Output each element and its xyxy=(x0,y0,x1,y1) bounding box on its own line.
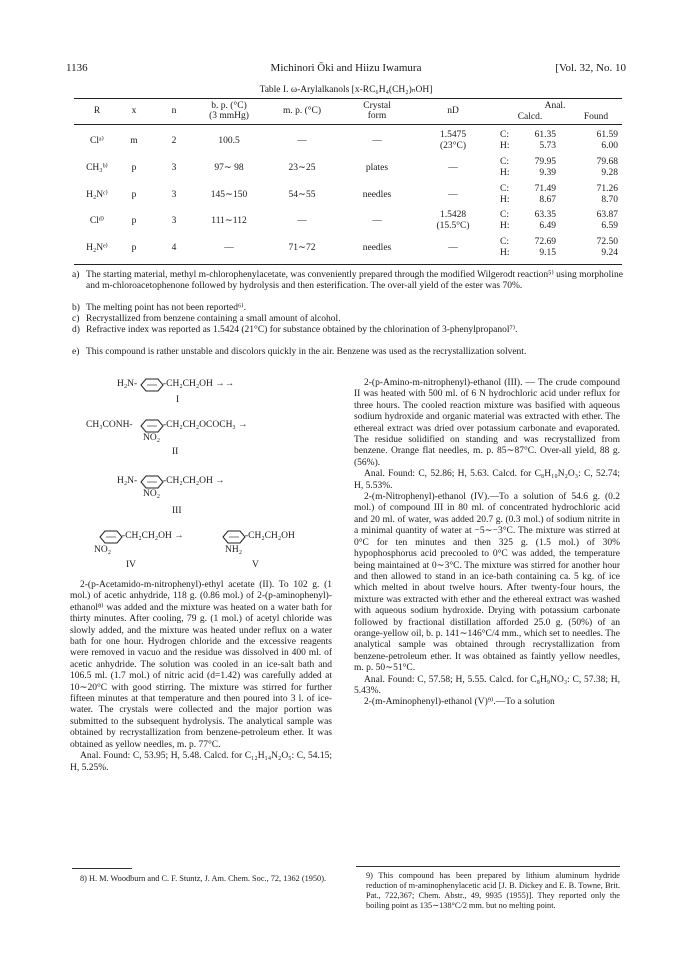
cell-found-c: 63.87 xyxy=(596,210,618,220)
col-header-n: n xyxy=(171,106,177,116)
cell-found-c: 61.59 xyxy=(596,130,618,140)
compound-iv-label: IV xyxy=(126,560,137,570)
footnote-b: b) The melting point has not been reported⁶⁾. xyxy=(72,303,246,313)
cell-found-c: 79.68 xyxy=(596,157,618,167)
right-column xyxy=(354,378,620,709)
page-number: 1136 xyxy=(66,62,88,74)
cell-calcd-h: 9.39 xyxy=(539,168,556,178)
cell-element-h: H: xyxy=(500,221,510,231)
cell-found-h: 9.28 xyxy=(601,168,618,178)
cell-x: p xyxy=(131,163,137,173)
cell-bp: 97∼ 98 xyxy=(214,163,244,173)
cell-form: plates xyxy=(365,163,389,173)
cell-form: — xyxy=(372,136,382,146)
compound-ii-label: II xyxy=(172,447,179,457)
compound-iii-nitro: NO₂ xyxy=(143,489,161,499)
cell-nd: — xyxy=(448,243,458,253)
author-line: Michinori Ōki and Hiizu Iwamura xyxy=(270,62,422,74)
cell-mp: 54∼55 xyxy=(288,190,316,200)
col-header-calcd: Calcd. xyxy=(517,112,543,122)
cell-found-h: 6.59 xyxy=(601,221,618,231)
cell-element-c: C: xyxy=(500,184,509,194)
cell-n: 3 xyxy=(171,216,177,226)
col-header-found: Found xyxy=(583,112,609,122)
cell-bp: 145∼150 xyxy=(210,190,248,200)
compound-v-amino: NH₂ xyxy=(225,545,243,555)
cell-R: Clᵃ⁾ xyxy=(90,136,104,146)
col-header-anal: Anal. xyxy=(544,101,566,111)
cell-calcd-h: 9.15 xyxy=(539,248,556,258)
compound-iii-chain: -CH₂CH₂OH → xyxy=(163,476,225,486)
cell-bp: 111∼112 xyxy=(211,216,247,226)
cell-mp: — xyxy=(297,216,307,226)
compound-iii-label: III xyxy=(172,506,182,516)
col-header-nd: nD xyxy=(447,106,459,116)
cell-R: CH₃ᵇ⁾ xyxy=(86,163,108,173)
cell-nd: 1.5428 xyxy=(439,210,467,220)
benzene-ring-icon xyxy=(141,476,163,488)
col-header-r: R xyxy=(93,106,101,116)
cell-found-c: 71.26 xyxy=(596,184,618,194)
cell-found-h: 6.00 xyxy=(601,141,618,151)
cell-nd-temp: (15.5°C) xyxy=(436,221,470,231)
cell-mp: 23∼25 xyxy=(288,163,316,173)
cell-n: 3 xyxy=(171,190,177,200)
footnote-c: c) Recrystallized from benzene containing a small amount of alcohol. xyxy=(72,314,341,324)
cell-calcd-c: 79.95 xyxy=(534,157,556,167)
cell-R: H₂Nᵉ⁾ xyxy=(86,243,108,253)
table-header-rule xyxy=(74,124,622,125)
cell-found-h: 9.24 xyxy=(601,248,618,258)
cell-n: 2 xyxy=(171,136,177,146)
compound-iii-amino: H₂N- xyxy=(117,476,138,486)
footnote-9: 9) This compound has been prepared by lithium aluminum hydride reduction of m-aminophenylacetic acid [J. B. Dickey and E. B. Towne, Brit. Pat., 722,367; Chem. Abstr., 49, 9935 (1955)]. They reported only the boiling point as 135∼138°C/2 mm. but no melting point. xyxy=(366,871,620,910)
cell-calcd-h: 8.67 xyxy=(539,195,556,205)
analysis-compound-ii: Anal. Found: C, 53.95; H, 5.48. Calcd. for C₁₂H₁₄N₂O₅: C, 54.15; H, 5.25%. xyxy=(70,751,332,773)
col-header-bp: b. p. (°C) (3 mmHg) xyxy=(209,101,249,121)
cell-nd: — xyxy=(448,163,458,173)
cell-element-h: H: xyxy=(500,195,510,205)
col-header-x: x xyxy=(131,106,137,116)
cell-n: 3 xyxy=(171,163,177,173)
paragraph-compound-iv: 2-(m-Nitrophenyl)-ethanol (IV).—To a solution of 54.6 g. (0.2 mol.) of compound III in 80 ml. of concentrated hydrochloric acid and 20 ml. of water, was added 20.7 g. (0.3 mol.) of sodium nitrite in a minimal quantity of water at −5∼−3°C. The mixture was stirred at 0°C for ten minutes and then 325 g. (1.5 mol.) of 30% hypophosphorus acid precooled to 0°C was added, the temperature being maintained at 0∼3°C. The mixture was stirred for another hour and then allowed to stand in an ice-bath containing ca. 5 kg. of ice which melted in about twelve hours. After twenty-four hours, the mixture was extracted with ether and the ethereal extract was washed with aqueous sodium hydroxide. Drying with potassium carbonate followed by fractional distillation afforded 25.0 g. (50%) of an orange-yellow oil, b. p. 141∼146°C/4 mm., which set to needles. The analytical sample was obtained through recrystallization from benzene-petroleum ether. It was obtained as faintly yellow needles, m. p. 50∼51°C. xyxy=(354,492,620,674)
cell-R: H₂Nᶜ⁾ xyxy=(86,190,108,200)
cell-nd: 1.5475 xyxy=(439,130,467,140)
cell-calcd-c: 61.35 xyxy=(534,130,556,140)
col-header-crystal: Crystal form xyxy=(363,101,391,121)
compound-iv-chain: -CH₂CH₂OH → xyxy=(122,531,184,541)
compound-i-amino: H₂N- xyxy=(117,379,138,389)
cell-element-h: H: xyxy=(500,141,510,151)
cell-form: — xyxy=(372,216,382,226)
table-top-rule xyxy=(74,98,622,99)
benzene-ring-icon xyxy=(141,379,163,391)
compound-iv-nitro: NO₂ xyxy=(94,545,112,555)
benzene-ring-icon xyxy=(100,531,122,543)
footnote-e: e) This compound is rather unstable and discolors quickly in the air. Benzene was used as the recrystallization solvent. xyxy=(72,347,527,357)
cell-R: Clᵈ⁾ xyxy=(89,216,105,226)
cell-form: needles xyxy=(362,243,392,253)
cell-nd-temp: (23°C) xyxy=(440,141,466,151)
cell-x: p xyxy=(131,243,137,253)
cell-found-c: 72.50 xyxy=(596,237,618,247)
cell-calcd-c: 72.69 xyxy=(534,237,556,247)
cell-x: p xyxy=(131,190,137,200)
cell-nd: — xyxy=(448,190,458,200)
cell-bp: 100.5 xyxy=(218,136,240,146)
cell-bp: — xyxy=(224,243,234,253)
footnote-separator xyxy=(356,866,620,867)
benzene-ring-icon xyxy=(141,420,163,432)
paragraph-compound-ii: 2-(p-Acetamido-m-nitrophenyl)-ethyl acetate (II). To 102 g. (1 mol.) of acetic anhydride, 118 g. (0.86 mol.) of 2-(p-aminophenyl)-ethanol⁸⁾ was added and the mixture was heated on a water bath for thirty minutes. After cooling, 79 g. (1 mol.) of acetyl chloride was slowly added, and the mixture was heated under reflux on a water bath for one hour. Hydrogen chloride and the excessive reagents were removed in vacuo and the residue was dissolved in 400 ml. of acetic anhydride. The solution was cooled in an ice-salt bath and 106.5 ml. (1.7 mol.) of nitric acid (d=1.42) was carefully added at 10∼20°C with good stirring. The mixture was stirred for further fifteen minutes at that temperature and then poured into 3 l. of ice-water. The crystals were collected and the major portion was submitted to the subsequent hydrolysis. The analytical sample was obtained by recrystallization from benzene-petroleum ether. It was obtained as yellow needles, m. p. 77°C. xyxy=(70,580,332,750)
cell-element-c: C: xyxy=(500,237,509,247)
compound-i-chain: -CH₂CH₂OH →→ xyxy=(163,379,235,389)
table-bottom-rule xyxy=(74,264,622,265)
paragraph-compound-v: 2-(m-Aminophenyl)-ethanol (V)⁹⁾.—To a solution xyxy=(364,697,555,708)
cell-element-c: C: xyxy=(500,157,509,167)
paragraph-compound-iii: 2-(p-Amino-m-nitrophenyl)-ethanol (III). — The crude compound II was heated with 500 ml. of 6 N hydrochloric acid under reflux for three hours. The cooled reaction mixture was basified with aqueous sodium hydroxide and organic material was extracted with ether. The ethereal extract was dried over potassium carbonate and evaporated. The residue solidified on standing and was recrystallized from benzene. Orange flat needles, m. p. 85∼87°C. Over-all yield, 88 g. (56%). xyxy=(354,378,620,468)
cell-calcd-c: 63.35 xyxy=(534,210,556,220)
cell-n: 4 xyxy=(171,243,177,253)
volume-info: [Vol. 32, No. 10 xyxy=(555,62,626,74)
cell-x: p xyxy=(131,216,137,226)
footnote-separator xyxy=(72,868,132,869)
compound-v-label: V xyxy=(252,560,259,570)
compound-ii-chain: -CH₂CH₂OCOCH₃ → xyxy=(163,420,248,430)
cell-form: needles xyxy=(362,190,392,200)
cell-mp: — xyxy=(297,136,307,146)
benzene-ring-icon xyxy=(223,531,245,543)
compound-ii-acetamido: CH₃CONH- xyxy=(86,420,133,430)
cell-calcd-h: 5.73 xyxy=(539,141,556,151)
cell-element-h: H: xyxy=(500,168,510,178)
table-caption: Table I. ω-Arylalkanols [x-RC₆H₄(CH₂)ₙOH] xyxy=(259,85,433,95)
analysis-compound-iii: Anal. Found: C, 52.86; H, 5.63. Calcd. for C₈H₁₀N₂O₃: C, 52.74; H, 5.53%. xyxy=(354,469,620,491)
compound-v-chain: -CH₂CH₂OH xyxy=(245,531,295,541)
analysis-compound-iv: Anal. Found: C, 57.58; H, 5.55. Calcd. for C₈H₉NO₃: C, 57.38; H, 5.43%. xyxy=(354,674,620,696)
compound-ii-nitro: NO₂ xyxy=(143,433,161,443)
footnote-a: a) The starting material, methyl m-chlorophenylacetate, was conveniently prepared through the modified Wilgerodt reaction⁵⁾ using morpholine and m-chloroacetophenone followed by hydrolysis and then esterification. The over-all yield of the ester was 70%. xyxy=(72,270,623,291)
cell-element-c: C: xyxy=(500,130,509,140)
left-column xyxy=(70,580,332,774)
cell-calcd-c: 71.49 xyxy=(534,184,556,194)
footnote-d: d) Refractive index was reported as 1.5424 (21°C) for substance obtained by the chlorination of 3-phenylpropanol⁷⁾. xyxy=(72,325,518,335)
cell-x: m xyxy=(130,136,138,146)
cell-calcd-h: 6.49 xyxy=(539,221,556,231)
cell-element-c: C: xyxy=(500,210,509,220)
footnote-8: 8) H. M. Woodburn and C. F. Stuntz, J. Am. Chem. Soc., 72, 1362 (1950). xyxy=(80,874,327,883)
compound-i-label: I xyxy=(176,395,180,405)
col-header-mp: m. p. (°C) xyxy=(282,106,322,116)
cell-element-h: H: xyxy=(500,248,510,258)
cell-found-h: 8.70 xyxy=(601,195,618,205)
cell-mp: 71∼72 xyxy=(288,243,316,253)
